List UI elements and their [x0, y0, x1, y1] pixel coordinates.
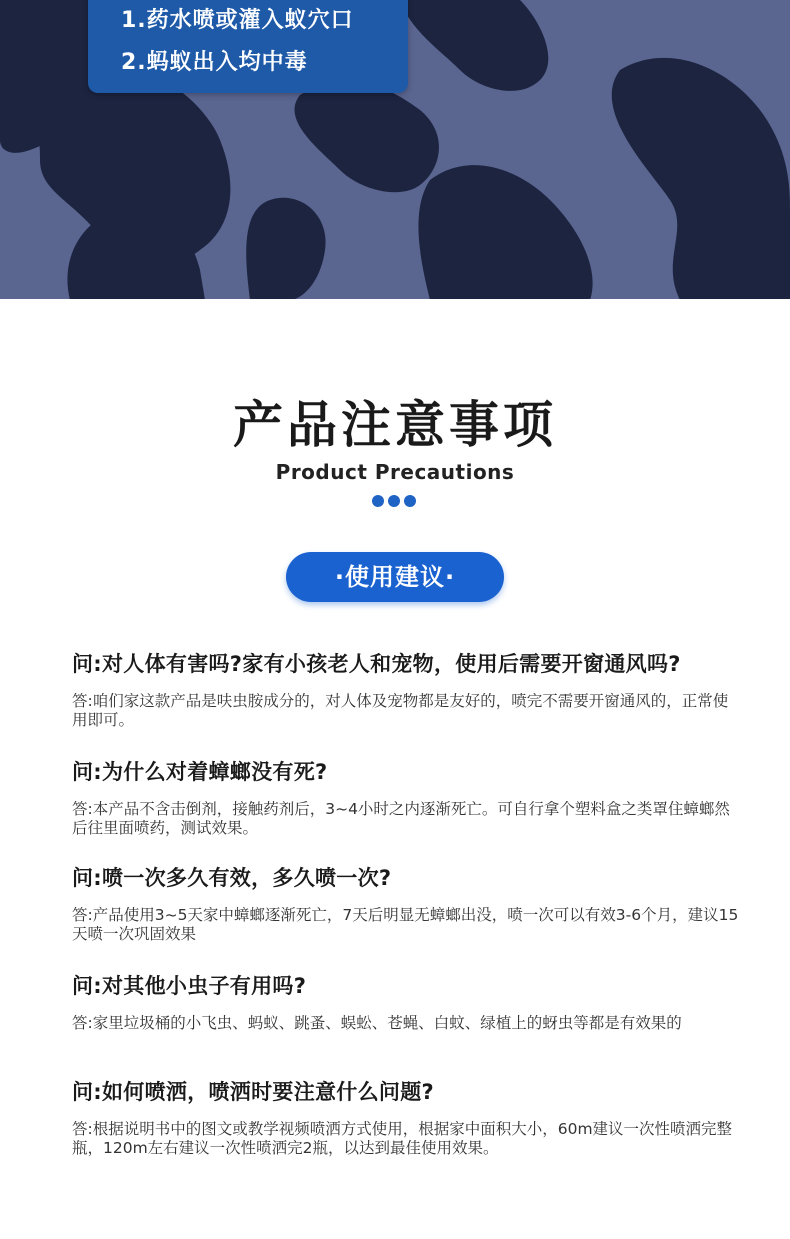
faq-item: [72, 970, 752, 1033]
page-title: 产品注意事项: [233, 396, 557, 454]
faq-item: [72, 756, 752, 838]
page-subtitle: Product Precautions: [275, 460, 515, 484]
faq-answer: 答:家里垃圾桶的小飞虫、蚂蚁、跳蚤、蜈蚣、苍蝇、白蚊、绿植上的蚜虫等都是有效果的: [72, 1014, 682, 1032]
faq-question: 问:为什么对着蟑螂没有死?: [72, 760, 328, 784]
faq-item: [72, 1076, 752, 1158]
faq-answer: 答:产品使用3~5天家中蟑螂逐渐死亡，7天后明显无蟑螂出没，喷一次可以有效3-6个月，建议15天喷一次巩固效果: [72, 906, 739, 943]
faq-question: 问:对其他小虫子有用吗?: [72, 974, 307, 998]
faq-item: [72, 862, 752, 944]
faq-item: [72, 648, 752, 730]
dot-icon: [404, 495, 416, 507]
faq-question: 问:喷一次多久有效，多久喷一次?: [72, 866, 392, 890]
usage-advice-badge: ·使用建议·: [286, 552, 504, 602]
step-1-text: 1.药水喷或灌入蚁穴口: [121, 8, 354, 33]
dot-icon: [388, 495, 400, 507]
steps-card: [88, 0, 408, 93]
faq-answer: 答:根据说明书中的图文或教学视频喷洒方式使用，根据家中面积大小，60m建议一次性喷洒完整瓶，120m左右建议一次性喷洒完2瓶，以达到最佳使用效果。: [72, 1120, 733, 1157]
decorative-dots: [372, 495, 418, 509]
faq-answer: 答:咱们家这款产品是呋虫胺成分的，对人体及宠物都是友好的，喷完不需要开窗通风的，正常使用即可。: [72, 692, 729, 729]
top-banner: [0, 0, 790, 299]
faq-answer: 答:本产品不含击倒剂，接触药剂后，3~4小时之内逐渐死亡。可自行拿个塑料盒之类罩住蟑螂然后往里面喷药，测试效果。: [72, 800, 730, 837]
faq-question: 问:对人体有害吗?家有小孩老人和宠物，使用后需要开窗通风吗?: [72, 652, 681, 676]
dot-icon: [372, 495, 384, 507]
faq-question: 问:如何喷洒，喷洒时要注意什么问题?: [72, 1080, 434, 1104]
step-2-text: 2.蚂蚁出入均中毒: [121, 50, 308, 75]
